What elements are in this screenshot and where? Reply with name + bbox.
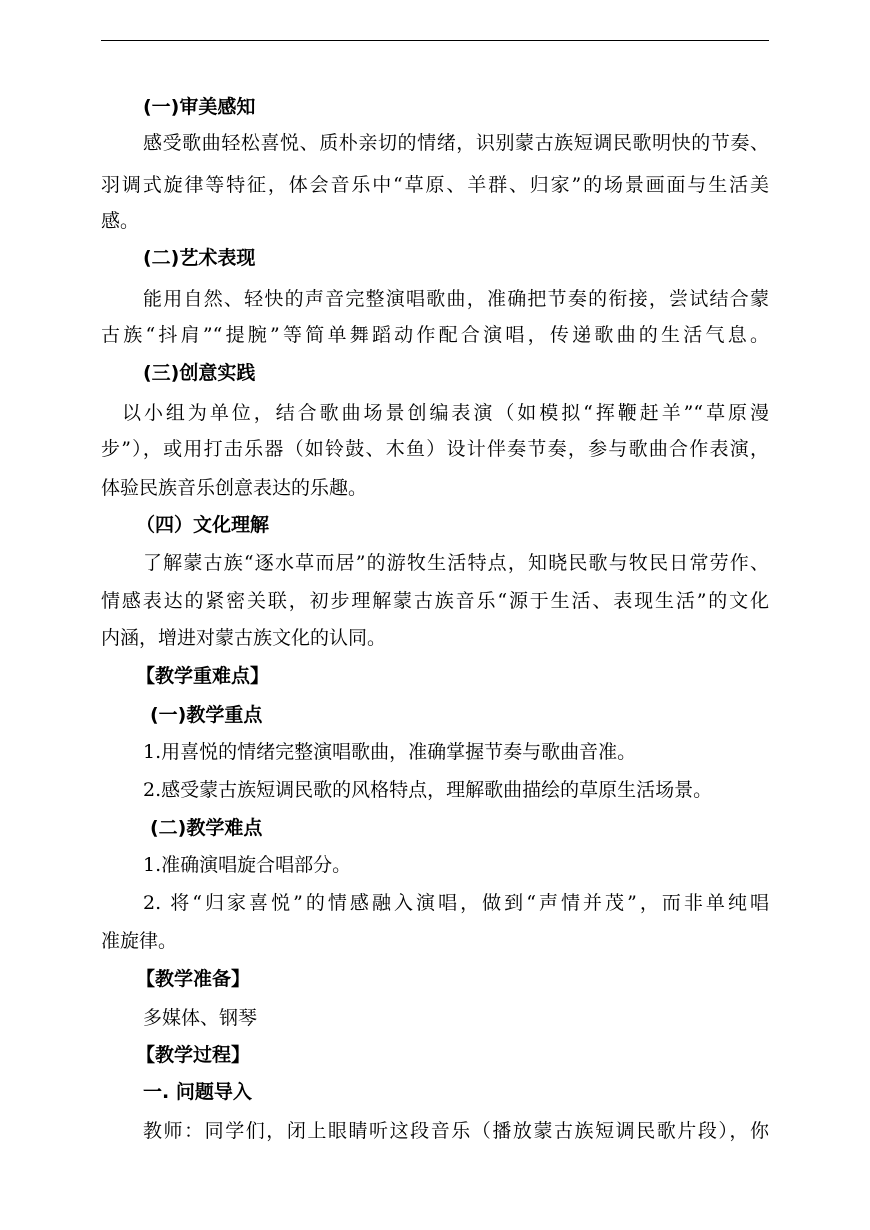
- section-heading: (一)审美感知: [143, 96, 256, 118]
- paragraph-line: 体验民族音乐创意表达的乐趣。: [101, 477, 368, 499]
- paragraph-line: 能用自然、轻快的声音完整演唱歌曲，准确把节奏的衔接，尝试结合蒙: [143, 288, 769, 310]
- section-heading: （四）文化理解: [136, 514, 270, 536]
- key-points-heading: 【教学重难点】: [136, 665, 270, 687]
- difficulty-item: 2. 将“归家喜悦”的情感融入演唱，做到“声情并茂”，而非单纯唱: [143, 892, 769, 914]
- paragraph-line: 感。: [101, 210, 140, 232]
- paragraph-line: 步”），或用打击乐器（如铃鼓、木鱼）设计伴奏节奏，参与歌曲合作表演，: [101, 438, 769, 460]
- section-heading: (三)创意实践: [143, 362, 256, 384]
- paragraph-line: 羽调式旋律等特征，体会音乐中“草原、羊群、归家”的场景画面与生活美: [101, 174, 769, 196]
- paragraph-line: 古族“抖肩”“提腕”等简单舞蹈动作配合演唱，传递歌曲的生活气息。: [101, 324, 769, 346]
- preparation-text: 多媒体、钢琴: [143, 1007, 258, 1029]
- preparation-heading: 【教学准备】: [136, 968, 251, 990]
- paragraph-line: 了解蒙古族“逐水草而居”的游牧生活特点，知晓民歌与牧民日常劳作、: [143, 552, 769, 574]
- difficulty-item: 准旋律。: [101, 930, 178, 952]
- header-rule: [101, 40, 769, 41]
- section-heading: (二)艺术表现: [143, 247, 256, 269]
- difficulty-item: 1.准确演唱旋合唱部分。: [143, 854, 352, 876]
- paragraph-line: 感受歌曲轻松喜悦、质朴亲切的情绪，识别蒙古族短调民歌明快的节奏、: [143, 132, 769, 154]
- focus-heading: (一)教学重点: [150, 704, 263, 726]
- difficulty-heading: (二)教学难点: [150, 817, 263, 839]
- paragraph-line: 内涵，增进对蒙古族文化的认同。: [101, 627, 387, 649]
- step-heading: 一. 问题导入: [143, 1081, 252, 1103]
- focus-item: 1.用喜悦的情绪完整演唱歌曲，准确掌握节奏与歌曲音准。: [143, 741, 637, 763]
- focus-item: 2.感受蒙古族短调民歌的风格特点，理解歌曲描绘的草原生活场景。: [143, 779, 713, 801]
- paragraph-line: 以小组为单位，结合歌曲场景创编表演（如模拟“挥鞭赶羊”“草原漫: [122, 402, 769, 424]
- process-heading: 【教学过程】: [136, 1044, 251, 1066]
- paragraph-line: 教师：同学们，闭上眼睛听这段音乐（播放蒙古族短调民歌片段），你: [143, 1120, 769, 1142]
- paragraph-line: 情感表达的紧密关联，初步理解蒙古族音乐“源于生活、表现生活”的文化: [101, 590, 769, 612]
